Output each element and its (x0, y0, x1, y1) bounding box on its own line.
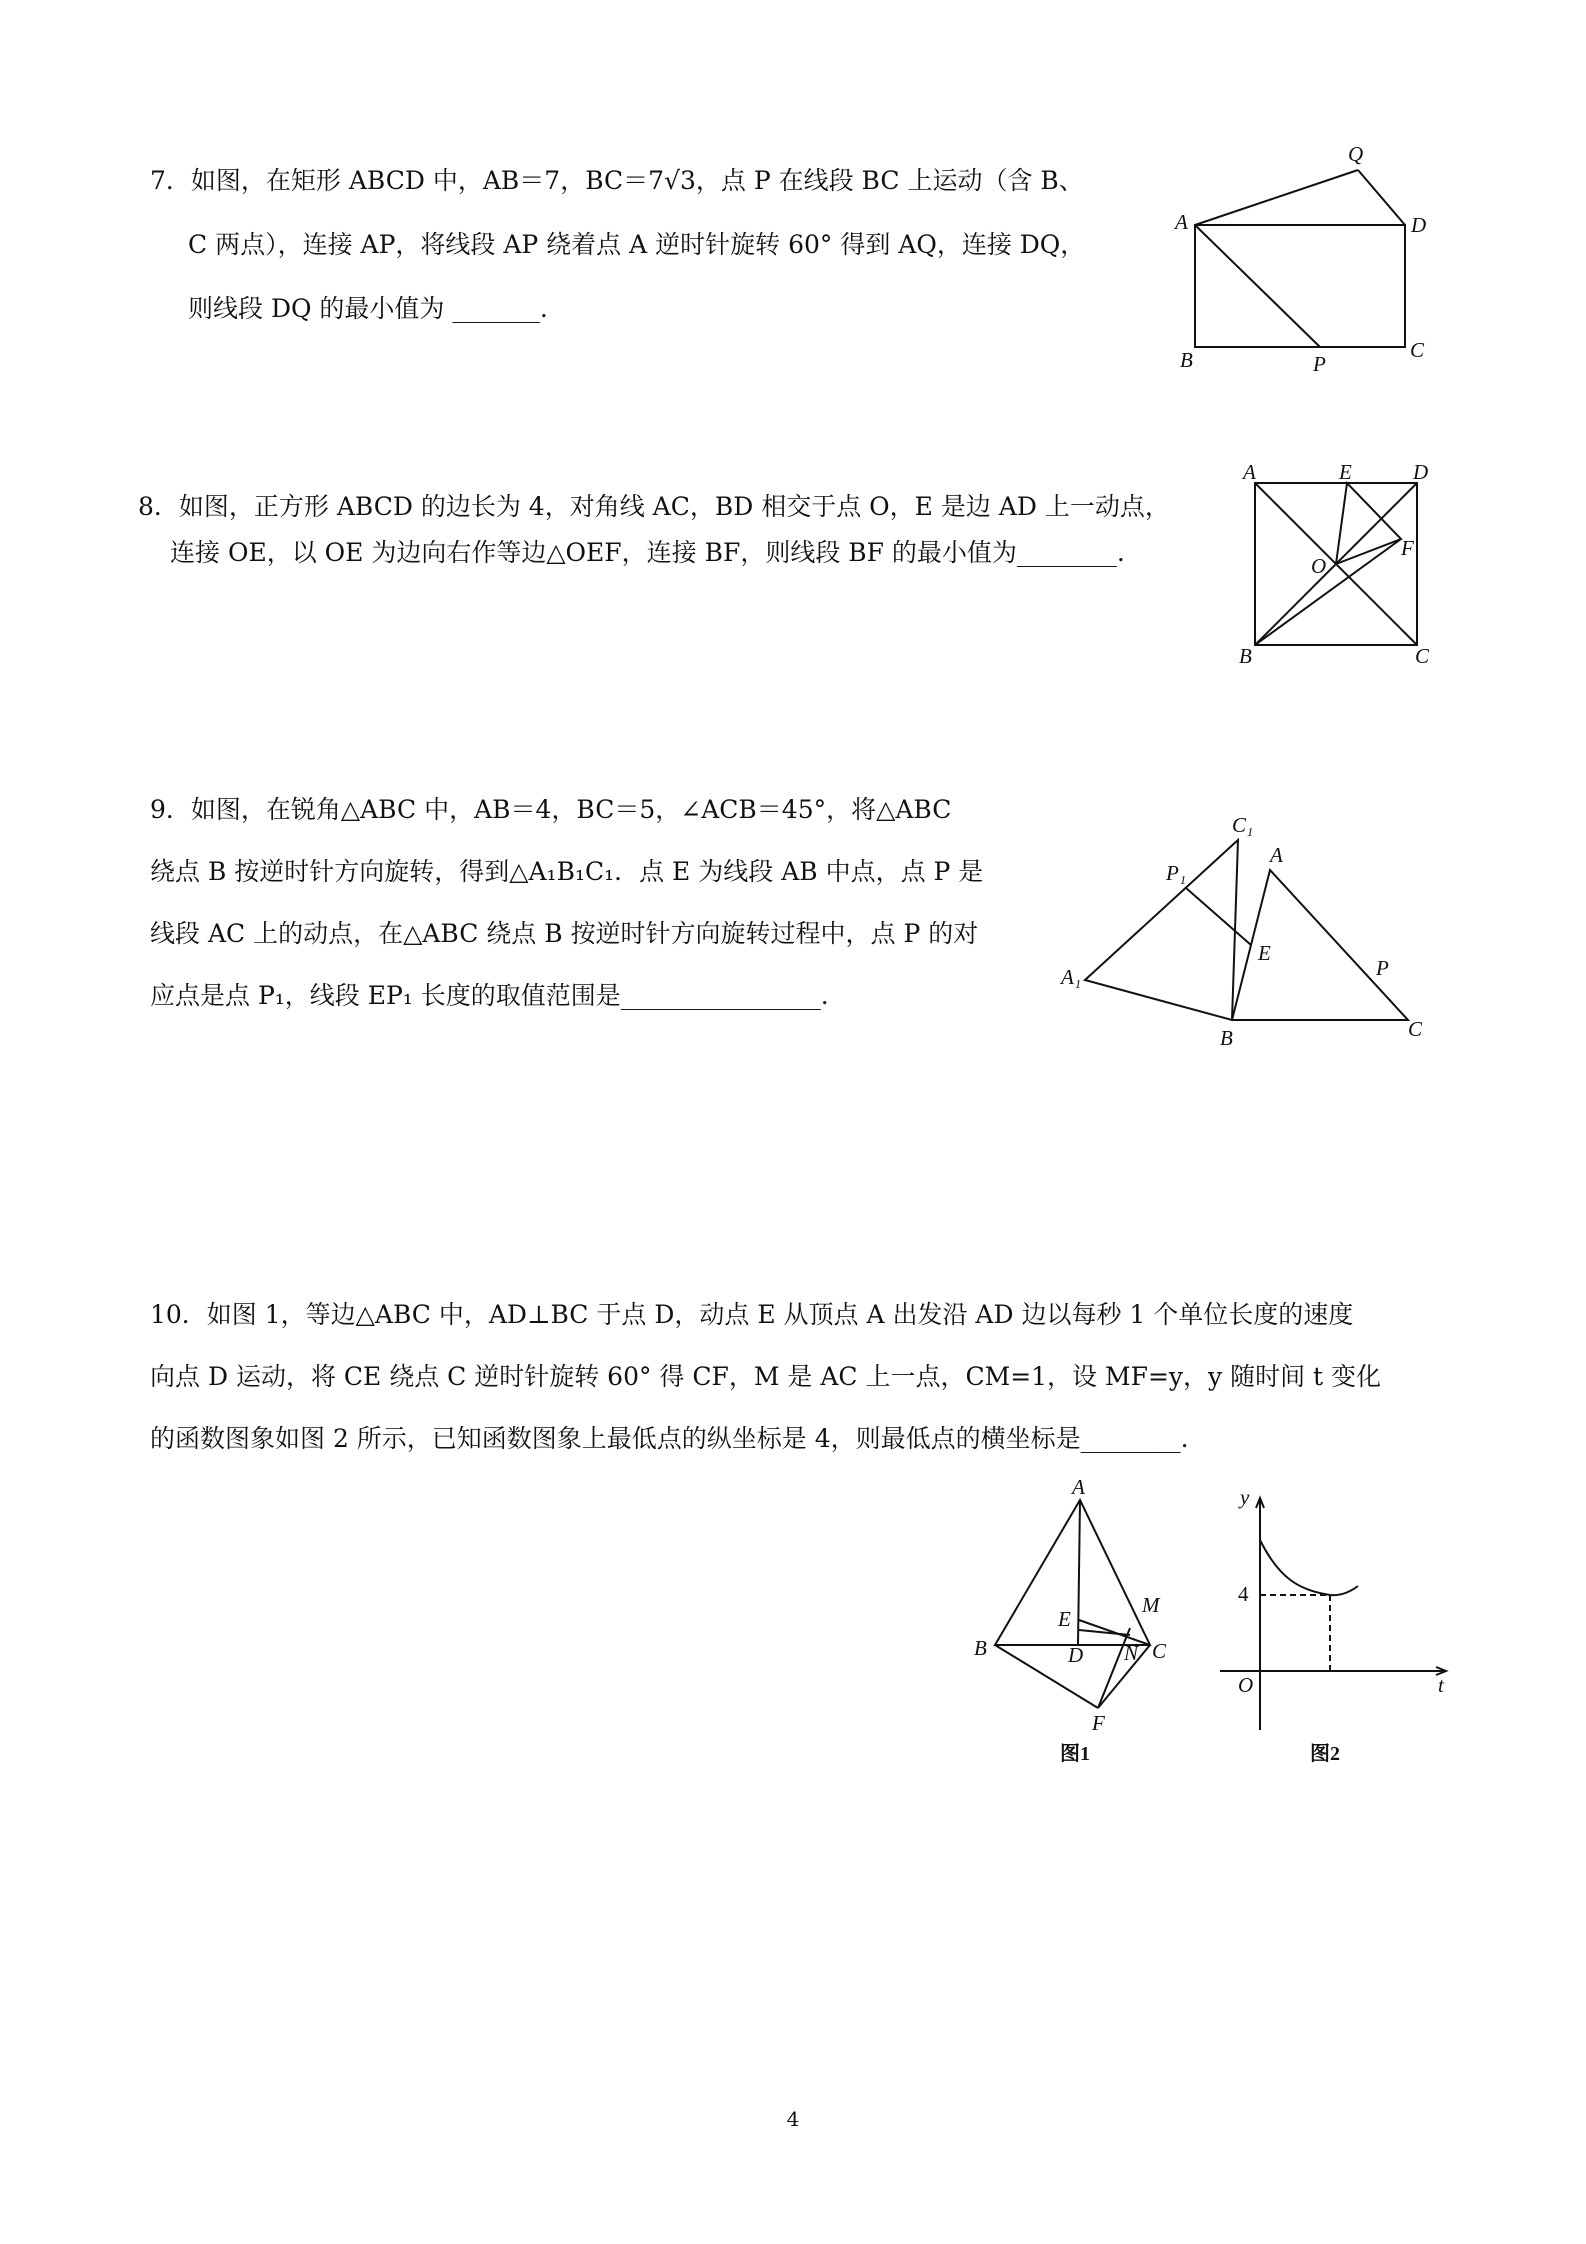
triangle-oef (1336, 483, 1401, 564)
problem-7-line-2: C 两点），连接 AP，将线段 AP 绕着点 A 逆时针旋转 60° 得到 AQ，连接 DQ， (188, 230, 1086, 259)
label-c: C (1408, 1017, 1423, 1041)
label-e: E (1258, 941, 1271, 965)
problem-8-line-2: 连接 OE，以 OE 为边向右作等边△OEF，连接 BF，则线段 BF 的最小值为________. (170, 538, 1125, 567)
label-f: F (1092, 1711, 1105, 1735)
label-c: C (1410, 338, 1425, 362)
page-number: 4 (786, 2107, 800, 2131)
label-4: 4 (1238, 1582, 1249, 1606)
figure-1-caption: 图1 (1060, 1743, 1090, 1765)
label-a: A (1175, 210, 1188, 234)
label-o: O (1311, 554, 1327, 578)
label-f: F (1401, 536, 1414, 560)
label-p: P (1376, 956, 1389, 980)
problem-10-line-3: 的函数图象如图 2 所示，已知函数图象上最低点的纵坐标是 4，则最低点的横坐标是________. (150, 1424, 1189, 1453)
segment-inner (1079, 1630, 1130, 1635)
label-o: O (1238, 1673, 1254, 1697)
problem-7-line-3: 则线段 DQ 的最小值为 _______. (188, 294, 548, 323)
label-c: C (1152, 1639, 1167, 1663)
label-e: E (1058, 1607, 1071, 1631)
figure-2-caption: 图2 (1310, 1743, 1340, 1765)
problem-9-line-2: 绕点 B 按逆时针方向旋转，得到△A₁B₁C₁．点 E 为线段 AB 中点，点 P 是 (150, 857, 984, 886)
label-d: D (1413, 460, 1429, 484)
segment-p1-e (1186, 888, 1251, 945)
label-p1: P₁ (1166, 861, 1187, 885)
altitude-ad (1078, 1500, 1080, 1645)
triangle-a1-b1-c1 (1085, 840, 1238, 1020)
problem-10-figure-2 (1210, 1470, 1460, 1770)
problem-8-figure (1235, 455, 1450, 670)
label-e: E (1339, 460, 1352, 484)
function-curve (1260, 1540, 1358, 1595)
label-a: A (1072, 1480, 1085, 1499)
segment-qd (1358, 170, 1405, 225)
problem-9-line-1: 9．如图，在锐角△ABC 中，AB＝4，BC＝5，∠ACB＝45°，将△ABC (150, 795, 952, 824)
problem-10-line-1: 10．如图 1，等边△ABC 中，AD⊥BC 于点 D，动点 E 从顶点 A 出发沿 AD 边以每秒 1 个单位长度的速度 (150, 1300, 1354, 1329)
label-t: t (1438, 1673, 1444, 1697)
label-a1: A₁ (1061, 965, 1082, 989)
problem-9-line-3: 线段 AC 上的动点，在△ABC 绕点 B 按逆时针方向旋转过程中，点 P 的对 (150, 919, 979, 948)
segment-ap (1195, 225, 1320, 347)
label-n: N (1124, 1641, 1139, 1665)
triangle-abc (995, 1500, 1150, 1645)
label-a: A (1270, 843, 1283, 867)
label-q: Q (1348, 142, 1364, 166)
problem-7-figure (1170, 135, 1440, 375)
label-a: A (1243, 460, 1256, 484)
label-c: C (1415, 644, 1430, 668)
problem-9-line-4: 应点是点 P₁，线段 EP₁ 长度的取值范围是________________. (150, 981, 829, 1010)
label-b: B (1220, 1026, 1233, 1050)
problem-9-figure (1060, 810, 1440, 1050)
label-y: y (1240, 1485, 1250, 1509)
label-b: B (974, 1636, 987, 1660)
label-d: D (1068, 1643, 1084, 1667)
label-b: B (1180, 348, 1193, 372)
label-d: D (1411, 213, 1427, 237)
label-p: P (1313, 352, 1326, 375)
label-m: M (1142, 1593, 1160, 1617)
problem-8-line-1: 8．如图，正方形 ABCD 的边长为 4，对角线 AC，BD 相交于点 O，E 是边 AD 上一动点， (138, 492, 1170, 521)
problem-10-figure-1 (970, 1480, 1190, 1770)
problem-7-line-1: 7．如图，在矩形 ABCD 中，AB＝7，BC＝7√3，点 P 在线段 BC 上运动（含 B、 (150, 166, 1084, 195)
label-b: B (1239, 644, 1252, 668)
label-c1: C₁ (1232, 813, 1254, 837)
problem-10-line-2: 向点 D 运动，将 CE 绕点 C 逆时针旋转 60° 得 CF，M 是 AC 上一点，CM=1，设 MF=y，y 随时间 t 变化 (150, 1362, 1382, 1391)
segment-aq (1195, 170, 1358, 225)
segment-fm (1098, 1628, 1130, 1708)
